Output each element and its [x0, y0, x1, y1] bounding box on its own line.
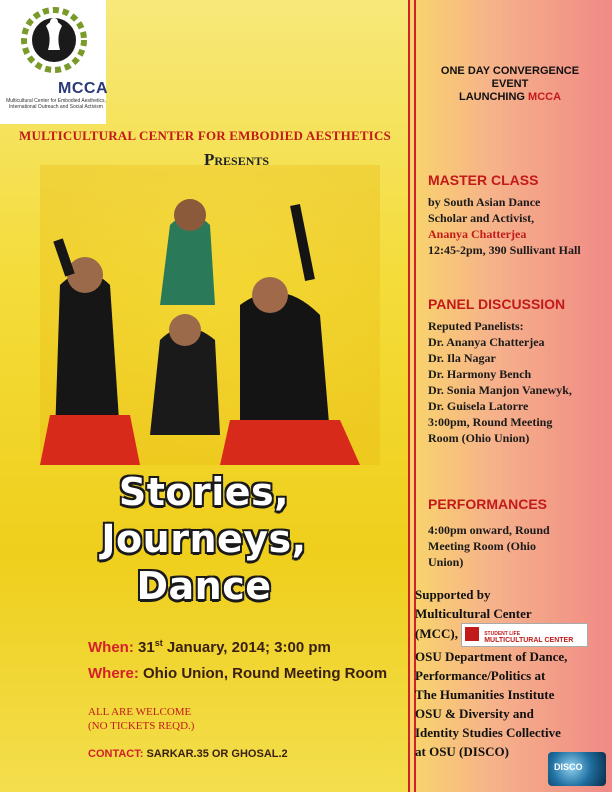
when-suffix: st: [154, 638, 163, 648]
mcc-logo-main: MULTICULTURAL CENTER: [484, 637, 574, 644]
performances-heading: PERFORMANCES: [428, 496, 548, 512]
contact-value: SARKAR.35 OR GHOSAL.2: [146, 748, 288, 760]
divider-line: [408, 0, 410, 792]
welcome-line: ALL ARE WELCOME: [88, 706, 192, 718]
panelist: Dr. Harmony Bench: [428, 367, 532, 381]
org-title: MULTICULTURAL CENTER FOR EMBODIED AESTHETICS: [19, 128, 391, 143]
panelist: Dr. Sonia Manjon Vanewyk,: [428, 383, 572, 397]
contact-label: CONTACT:: [88, 748, 144, 760]
title-line-3: Dance: [136, 564, 272, 608]
support-line: OSU & Diversity and: [415, 706, 534, 721]
where-value: Ohio Union, Round Meeting Room: [143, 665, 388, 682]
master-class-heading: MASTER CLASS: [428, 172, 539, 188]
support-line: (MCC),: [415, 625, 458, 641]
event-mcca: MCCA: [528, 91, 562, 103]
when-line: [88, 638, 331, 656]
support-line: OSU Department of Dance,: [415, 649, 568, 664]
master-class-line: by South Asian Dance: [428, 195, 541, 209]
welcome-text: [88, 705, 194, 733]
panel-intro: Reputed Panelists:: [428, 319, 524, 333]
performances-line: Meeting Room (Ohio: [428, 539, 536, 553]
when-label: When:: [88, 639, 134, 656]
event-line-3: LAUNCHING: [458, 91, 525, 103]
master-class-name: Ananya Chatterjea: [428, 227, 527, 241]
panel-time: 3:00pm, Round Meeting: [428, 415, 553, 429]
title-line-1: Stories,: [118, 470, 290, 514]
mcc-logo: [461, 623, 588, 647]
event-line-2: EVENT: [491, 78, 529, 90]
tickets-note: (NO TICKETS REQD.): [88, 720, 195, 732]
logo-abbrev: MCCA: [58, 80, 108, 97]
master-class-time: 12:45-2pm, 390 Sullivant Hall: [428, 243, 581, 257]
support-line: The Humanities Institute: [415, 687, 555, 702]
mcca-logo: [0, 0, 106, 124]
support-line: Multicultural Center: [415, 606, 532, 621]
master-class-details: [428, 194, 608, 258]
where-label: Where:: [88, 665, 139, 682]
panel-details: [428, 318, 608, 446]
panel-heading: PANEL DISCUSSION: [428, 296, 566, 312]
event-banner: [420, 65, 600, 104]
performances-line: Union): [428, 555, 464, 569]
performances-details: [428, 522, 608, 570]
title-line-2: Journeys,: [101, 517, 307, 561]
disco-logo-text: DISCO: [554, 762, 583, 772]
presents-text: Presents: [204, 150, 270, 169]
support-line: Supported by: [415, 587, 491, 602]
mcc-logo-top: STUDENT LIFE: [484, 631, 521, 637]
gear-dancer-icon: [16, 6, 92, 74]
support-line: Performance/Politics at: [415, 668, 546, 683]
panelist: Dr. Ila Nagar: [428, 351, 496, 365]
where-line: [88, 665, 387, 682]
dancers-photo: [40, 165, 380, 465]
contact-line: [88, 748, 288, 760]
disco-logo: [548, 752, 606, 786]
performances-line: 4:00pm onward, Round: [428, 523, 550, 537]
when-day: 31: [138, 639, 155, 656]
panelist: Dr. Guisela Latorre: [428, 399, 529, 413]
panelist: Dr. Ananya Chatterjea: [428, 335, 545, 349]
support-line: at OSU (DISCO): [415, 744, 509, 759]
mcc-logo-mark: [465, 627, 479, 641]
support-line: Identity Studies Collective: [415, 725, 561, 740]
when-value: January, 2014; 3:00 pm: [166, 639, 331, 656]
event-line-1: ONE DAY CONVERGENCE: [440, 65, 580, 77]
panel-place: Room (Ohio Union): [428, 431, 530, 445]
support-block: [415, 585, 610, 761]
master-class-line: Scholar and Activist,: [428, 211, 535, 225]
logo-subtitle: Multicultural Center for Embodied Aesthetics, International Outreach and Social Activism: [6, 98, 106, 110]
